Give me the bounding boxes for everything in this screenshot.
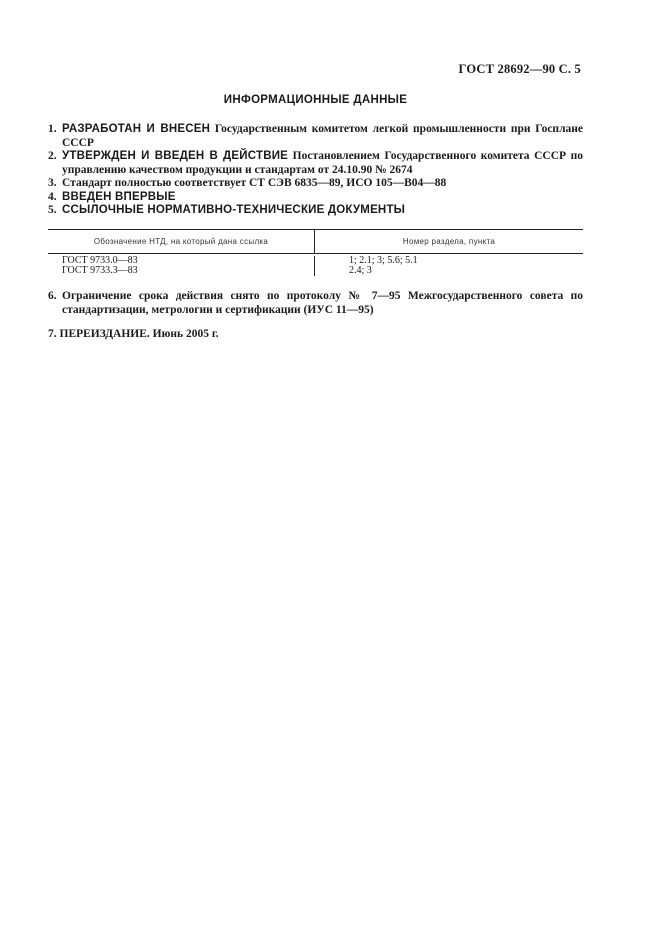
section-title: ИНФОРМАЦИОННЫЕ ДАННЫЕ [223,94,408,106]
item-caption: ВВЕДЕН ВПЕРВЫЕ [62,190,176,203]
item-number: 3. [48,177,57,189]
item-text: ПЕРЕИЗДАНИЕ. Июнь 2005 г. [59,328,219,340]
column-header-document: Обозначение НТД, на который дана ссылка [93,237,269,246]
table-cell-document: ГОСТ 9733.0—83 [62,255,138,266]
info-list [48,123,583,218]
column-header-section: Номер раздела, пункта [402,237,496,246]
document-code: ГОСТ 28692—90 С. 5 [458,62,581,76]
reference-table [48,229,583,276]
item-number: 2. [48,150,57,162]
item-caption: ССЫЛОЧНЫЕ НОРМАТИВНО-ТЕХНИЧЕСКИЕ ДОКУМЕНТЫ [62,204,406,216]
table-body [48,254,583,276]
item-text: Ограничение срока действия снято по протоколу № 7—95 Межгосударственного совета по стандартизации, метрологии и сертификации (ИУС 11—95) [62,290,583,316]
item-number: 1. [48,123,57,135]
list-item [48,177,583,191]
item-caption: УТВЕРЖДЕН И ВВЕДЕН В ДЕЙСТВИЕ [62,150,289,162]
item-text: Государственным комитетом легкой промышленности при Госплане СССР [62,123,583,149]
item-number: 5. [48,204,57,216]
item-text: Постановлением Государственного комитета СССР по управлению качеством продукции и стандартам от 24.10.90 № 2674 [62,150,584,176]
table-header [48,230,583,253]
item-number: 4. [48,190,57,203]
list-item [48,191,583,205]
list-item [48,150,583,177]
item-text: Стандарт полностью соответствует СТ СЭВ 6835—89, ИСО 105—B04—88 [62,177,447,189]
list-item [48,123,583,150]
table-cell-section: 1; 2.1; 3; 5.6; 5.1 [349,255,418,266]
table-cell-section: 2.4; 3 [349,265,372,276]
list-item [48,289,583,317]
item-number: 6. [48,290,57,302]
item-number: 7. [48,328,57,340]
list-item [48,328,219,340]
list-item [48,204,583,218]
item-caption: РАЗРАБОТАН И ВНЕСЕН [62,123,211,135]
info-list-continued [48,289,583,317]
table-cell-document: ГОСТ 9733.3—83 [62,265,138,276]
